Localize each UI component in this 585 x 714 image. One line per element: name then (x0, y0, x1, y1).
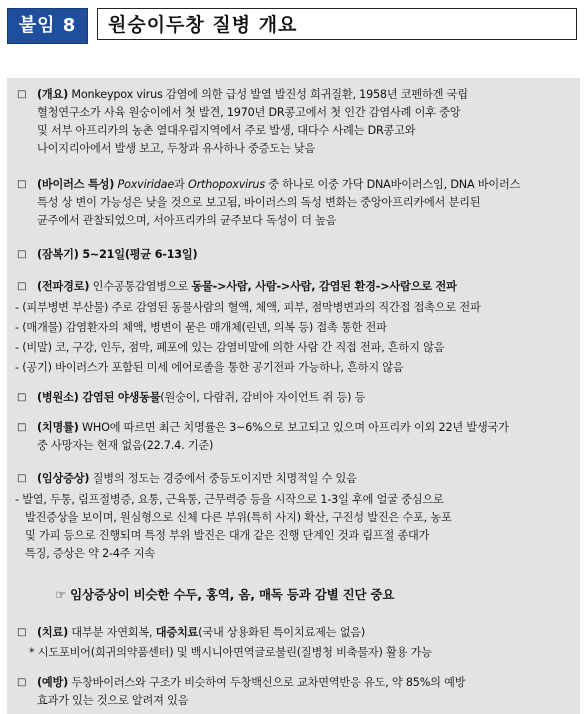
overview-line: 및 서부 아프리카의 농촌 열대우림지역에서 주로 발생, 대다수 사례는 DR콩고와 (37, 124, 416, 137)
bullet-icon: □ (17, 249, 27, 260)
transmission-summary: 동물->사람, 사람->사람, 감염된 환경->사람으로 전파 (191, 280, 457, 293)
symptoms-body (15, 491, 575, 563)
transmission-item (15, 319, 575, 337)
symptoms-line: 발진증상을 보이며, 원심형으로 신체 다른 부위(특히 사지) 확산, 구진성 발진은 수포, 농포 (25, 511, 452, 524)
bullet-icon: □ (17, 677, 27, 688)
symptoms-intro (37, 470, 575, 488)
reservoir-text (37, 389, 575, 407)
reservoir-emphasis: 감염된 야생동물 (78, 391, 161, 404)
overview-label: (개요) (37, 88, 69, 101)
overview-line: 나이지리아에서 발생 보고, 두창과 유사하나 중증도는 낮음 (37, 142, 316, 155)
prevention-line: 효과가 있는 것으로 알려져 있음 (37, 694, 189, 707)
symptoms-label: (임상증상) (37, 472, 90, 485)
symptoms-intro-text: 질병의 정도는 경증에서 중등도이지만 치명적일 수 있음 (89, 472, 357, 485)
transmission-item-text: - (매개물) 감염환자의 체액, 병변이 묻은 매개체(린넨, 의복 등) 접촉 통한 전파 (15, 321, 387, 334)
transmission-item (15, 339, 575, 357)
overview-line: 혈청연구소가 사육 원숭이에서 첫 발견, 1970년 DR콩고에서 첫 인간 감염사례 이후 중앙 (37, 106, 461, 119)
treatment-text-part: (국내 상용화된 특이치료제는 없음) (198, 626, 366, 639)
treatment-text-part: 대부분 자연회복, (68, 626, 156, 639)
overview-line: Monkeypox virus 감염에 의한 급성 발열 발진성 희귀질환, 1958년 코펜하겐 국립 (71, 88, 468, 101)
prevention-text (37, 674, 575, 710)
bullet-icon: □ (17, 281, 27, 292)
transmission-label: (전파경로) (37, 280, 90, 293)
prevention-line: 두창바이러스와 구조가 비슷하여 두창백신으로 교차면역반응 유도, 약 85%의 예방 (71, 676, 466, 689)
treatment-emphasis: 대증치료 (155, 626, 199, 639)
reservoir-label: (병원소) (37, 391, 79, 404)
prevention-label: (예방) (37, 676, 69, 689)
genus-name: Orthopoxvirus (188, 178, 265, 191)
transmission-item-text: - (비말) 코, 구강, 인두, 점막, 폐포에 있는 감염비말에 의한 사람 간 직접 전파, 흔하지 않음 (15, 341, 445, 354)
bullet-icon: □ (17, 422, 27, 433)
fatality-line: 중 사망자는 현재 없음(22.7.4. 기준) (37, 439, 214, 452)
differential-diagnosis-note: ☞ 임상증상이 비슷한 수두, 홍역, 옴, 매독 등과 감별 진단 중요 (55, 587, 395, 602)
content-panel (7, 78, 580, 714)
treatment-label: (치료) (37, 626, 69, 639)
transmission-item (15, 359, 575, 377)
fatality-line: WHO에 따르면 최근 치명률은 3~6%으로 보고되고 있으며 아프리카 이외 22년 발생국가 (82, 421, 509, 434)
treatment-text (37, 624, 575, 642)
bullet-icon: □ (17, 89, 27, 100)
overview-text (37, 86, 575, 158)
transmission-intro-text: 인수공통감염병으로 (89, 280, 192, 293)
bullet-icon: □ (17, 627, 27, 638)
transmission-item-text: - (피부병변 부산물) 주로 감염된 동물사람의 혈액, 체액, 피부, 점막병변과의 직간접 접촉으로 전파 (15, 301, 481, 314)
transmission-intro (37, 278, 575, 296)
header (7, 8, 579, 44)
document-title: 원숭이두창 질병 개요 (97, 8, 577, 40)
bullet-icon: □ (17, 473, 27, 484)
virus-text-part: 중 하나로 이중 가닥 DNA바이러스임, DNA 바이러스 (264, 178, 521, 191)
fatality-label: (치명률) (37, 421, 79, 434)
incubation-text (37, 246, 575, 264)
symptoms-line: 및 가피 등으로 진행되며 특정 부위 발진은 대개 같은 진행 단계인 것과 림프절 종대가 (25, 529, 430, 542)
virus-line: 특성 상 변이 가능성은 낮을 것으로 보고됨, 바이러스의 독성 변화는 중앙아프리카에서 분리된 (37, 196, 481, 209)
virus-label: (바이러스 특성) (37, 178, 115, 191)
bullet-icon: □ (17, 179, 27, 190)
appendix-badge: 붙임 8 (7, 8, 88, 44)
family-name: Poxviridae (117, 178, 175, 191)
reservoir-rest: (원숭이, 다람쥐, 감비아 자이언트 쥐 등) 등 (160, 391, 366, 404)
fatality-text (37, 419, 575, 455)
symptoms-line: 특징, 증상은 약 2-4주 지속 (25, 547, 155, 560)
treatment-footnote: * 시도포비어(희귀의약품센터) 및 백시니아면역글로불린(질병청 비축물자) 활용 가능 (29, 646, 432, 659)
transmission-item-text: - (공기) 바이러스가 포함된 미세 에어로졸을 통한 공기전파 가능하나, 흔하지 않음 (15, 361, 404, 374)
virus-line: 균주에서 관찰되었으며, 서아프리카의 균주보다 독성이 더 높음 (37, 214, 337, 227)
virus-text (37, 176, 575, 230)
incubation-label: (잠복기) 5~21일(평균 6-13일) (37, 248, 198, 261)
transmission-item (15, 299, 575, 317)
symptoms-line: - 발열, 두통, 림프절병증, 요통, 근육통, 근무력증 등을 시작으로 1-3일 후에 얼굴 중심으로 (15, 493, 444, 506)
virus-text-part: 과 (174, 178, 188, 191)
bullet-icon: □ (17, 392, 27, 403)
